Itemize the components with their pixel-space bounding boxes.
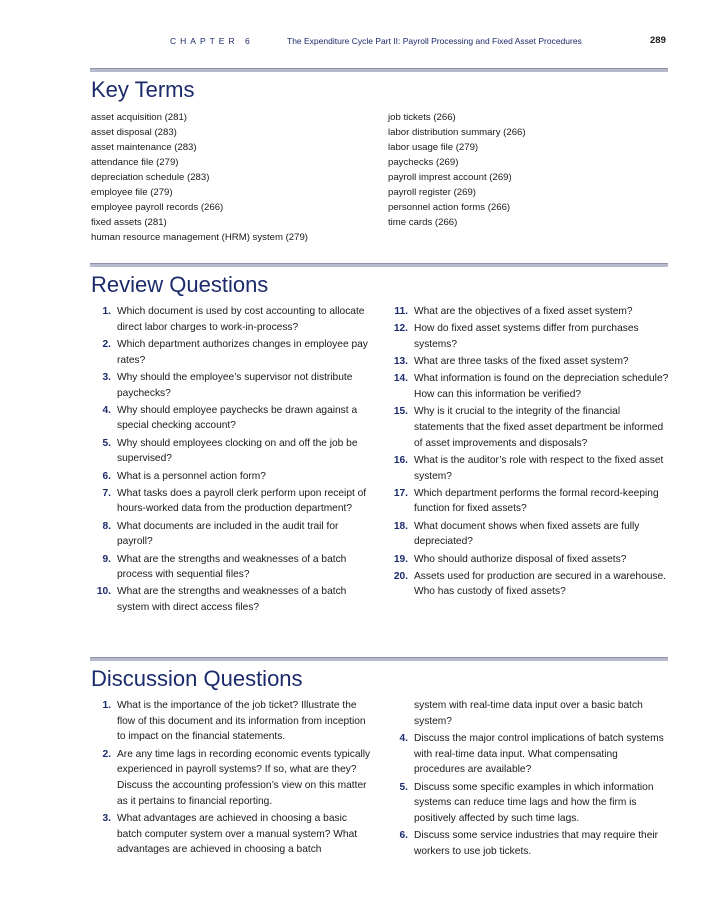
question-text: Which document is used by cost accounting to allocate direct labor charges to work-in-process? <box>117 306 365 333</box>
key-term: human resource management (HRM) system (279) <box>91 232 309 243</box>
question-text: Are any time lags in recording economic events typically experienced in payroll systems? If so, what are they? Discuss the accounting profession’s view on this matter as it pertains to financial reporting. <box>117 748 371 807</box>
question-text: What are three tasks of the fixed asset system? <box>414 356 629 368</box>
question-number: 5. <box>102 437 111 449</box>
question-text: Discuss the major control implications of batch systems with real-time data input. What compensating procedures are available? <box>414 732 664 776</box>
question-number: 7. <box>102 487 111 499</box>
key-term: time cards (266) <box>388 217 458 228</box>
key-term: labor distribution summary (266) <box>388 127 526 138</box>
question-item <box>388 486 669 517</box>
question-text: Assets used for production are secured in a warehouse. Who has custody of fixed assets? <box>414 570 667 598</box>
question-number: 6. <box>399 830 408 842</box>
question-text: What are the strengths and weaknesses of a batch process with sequential files? <box>117 553 347 581</box>
question-item <box>91 436 372 467</box>
page-number: 289 <box>650 35 666 46</box>
question-text: What are the objectives of a fixed asset system? <box>414 306 633 317</box>
question-number: 15. <box>393 406 408 418</box>
question-number: 19. <box>393 553 408 565</box>
key-term: depreciation schedule (283) <box>91 172 210 183</box>
question-text: What is the importance of the job ticket? Illustrate the flow of this document and its information from inception to impact on the financial statements. <box>117 700 366 743</box>
review-questions-right-column <box>388 304 669 602</box>
question-item <box>388 354 669 370</box>
question-item <box>91 811 372 858</box>
question-item <box>91 370 372 401</box>
question-text: system with real-time data input over a basic batch system? <box>414 700 643 727</box>
key-term: labor usage file (279) <box>388 142 479 153</box>
question-item <box>388 453 669 484</box>
key-term: job tickets (266) <box>388 112 456 123</box>
question-item <box>91 519 372 550</box>
question-number: 5. <box>399 781 408 793</box>
question-item <box>388 731 669 778</box>
question-number: 13. <box>393 356 408 368</box>
review-questions-heading: Review Questions <box>91 272 269 297</box>
question-text: Why should employees clocking on and off the job be supervised? <box>117 437 358 465</box>
question-item <box>388 828 669 859</box>
question-text: Why should employee paychecks be drawn against a special checking account? <box>117 404 358 432</box>
question-number: 16. <box>393 454 408 466</box>
question-text: Discuss some service industries that may require their workers to use job tickets. <box>414 830 659 857</box>
question-item <box>91 747 372 810</box>
section-divider <box>90 68 668 72</box>
key-term: payroll register (269) <box>388 187 476 198</box>
question-item <box>91 403 372 434</box>
question-text: Why should the employee’s supervisor not distribute paychecks? <box>117 371 353 399</box>
question-number: 1. <box>102 700 111 711</box>
discussion-questions-heading: Discussion Questions <box>91 666 303 691</box>
question-number: 4. <box>399 732 408 744</box>
question-text: Why is it crucial to the integrity of the financial statements that the fixed asset department be informed of asset improvements and disposals? <box>414 406 664 449</box>
question-text: What tasks does a payroll clerk perform upon receipt of hours-worked data from the production department? <box>117 487 367 515</box>
question-number: 10. <box>96 586 111 598</box>
key-terms-left-column <box>91 110 308 245</box>
key-terms-right-column <box>388 110 526 230</box>
question-item <box>388 404 669 451</box>
question-item <box>91 337 372 368</box>
key-term: payroll imprest account (269) <box>388 172 512 183</box>
question-item <box>388 780 669 827</box>
question-text: What are the strengths and weaknesses of a batch system with direct access files? <box>117 586 347 614</box>
key-term: asset maintenance (283) <box>91 142 197 153</box>
key-term: employee file (279) <box>91 187 173 198</box>
question-item <box>91 486 372 517</box>
question-number: 1. <box>102 306 111 317</box>
key-term: asset acquisition (281) <box>91 112 187 123</box>
question-text: How do fixed asset systems differ from purchases systems? <box>414 323 639 350</box>
key-term: employee payroll records (266) <box>91 202 224 213</box>
key-term: fixed assets (281) <box>91 217 167 228</box>
question-text: Discuss some specific examples in which information systems can reduce time lags and how the firm is positively affected by such time lags. <box>414 781 654 824</box>
question-number: 2. <box>102 338 111 350</box>
section-divider <box>90 263 668 267</box>
section-divider <box>90 657 668 661</box>
question-item <box>91 698 372 745</box>
review-questions-left-column <box>91 304 372 617</box>
key-term: asset disposal (283) <box>91 127 177 138</box>
question-text: What is the auditor’s role with respect to the fixed asset system? <box>414 454 664 482</box>
question-text: Which department authorizes changes in employee pay rates? <box>117 338 368 366</box>
question-number: 3. <box>102 371 111 383</box>
question-number: 2. <box>102 748 111 760</box>
question-item <box>388 304 669 320</box>
running-head <box>0 36 719 50</box>
question-item <box>388 519 669 550</box>
discussion-questions-left-column <box>91 698 372 860</box>
question-item <box>91 304 372 335</box>
question-text: Who should authorize disposal of fixed assets? <box>414 553 627 565</box>
question-item <box>91 552 372 583</box>
question-number: 9. <box>102 553 111 565</box>
key-term: personnel action forms (266) <box>388 202 511 213</box>
question-item <box>388 371 669 402</box>
question-text: What documents are included in the audit trail for payroll? <box>117 520 339 548</box>
question-item <box>91 469 372 485</box>
question-text: What is a personnel action form? <box>117 470 266 482</box>
question-text: What document shows when fixed assets are fully depreciated? <box>414 520 640 548</box>
question-number: 3. <box>102 812 111 824</box>
running-head-title: The Expenditure Cycle Part II: Payroll Processing and Fixed Asset Procedures <box>287 36 582 46</box>
question-number: 18. <box>393 520 408 532</box>
question-number: 17. <box>393 487 408 499</box>
question-item <box>388 321 669 352</box>
question-number: 11. <box>394 306 408 317</box>
question-item <box>388 569 669 600</box>
question-number: 20. <box>393 570 408 582</box>
question-text: What information is found on the depreciation schedule? How can this information be verified? <box>414 373 669 401</box>
question-number: 14. <box>393 373 408 385</box>
question-item <box>388 698 669 729</box>
discussion-questions-right-column <box>388 698 669 861</box>
question-number: 12. <box>393 323 408 335</box>
question-number: 8. <box>102 520 111 532</box>
question-number: 4. <box>102 404 111 416</box>
key-terms-heading: Key Terms <box>91 77 195 102</box>
question-item <box>91 584 372 615</box>
chapter-label: CHAPTER 6 <box>170 36 254 46</box>
question-item <box>388 552 669 568</box>
key-term: paychecks (269) <box>388 157 459 168</box>
question-text: Which department performs the formal record-keeping function for fixed assets? <box>414 487 659 515</box>
question-text: What advantages are achieved in choosing a basic batch computer system over a manual system? What advantages are achieved in choosing a batch <box>117 812 358 856</box>
question-number: 6. <box>102 470 111 482</box>
key-term: attendance file (279) <box>91 157 179 168</box>
